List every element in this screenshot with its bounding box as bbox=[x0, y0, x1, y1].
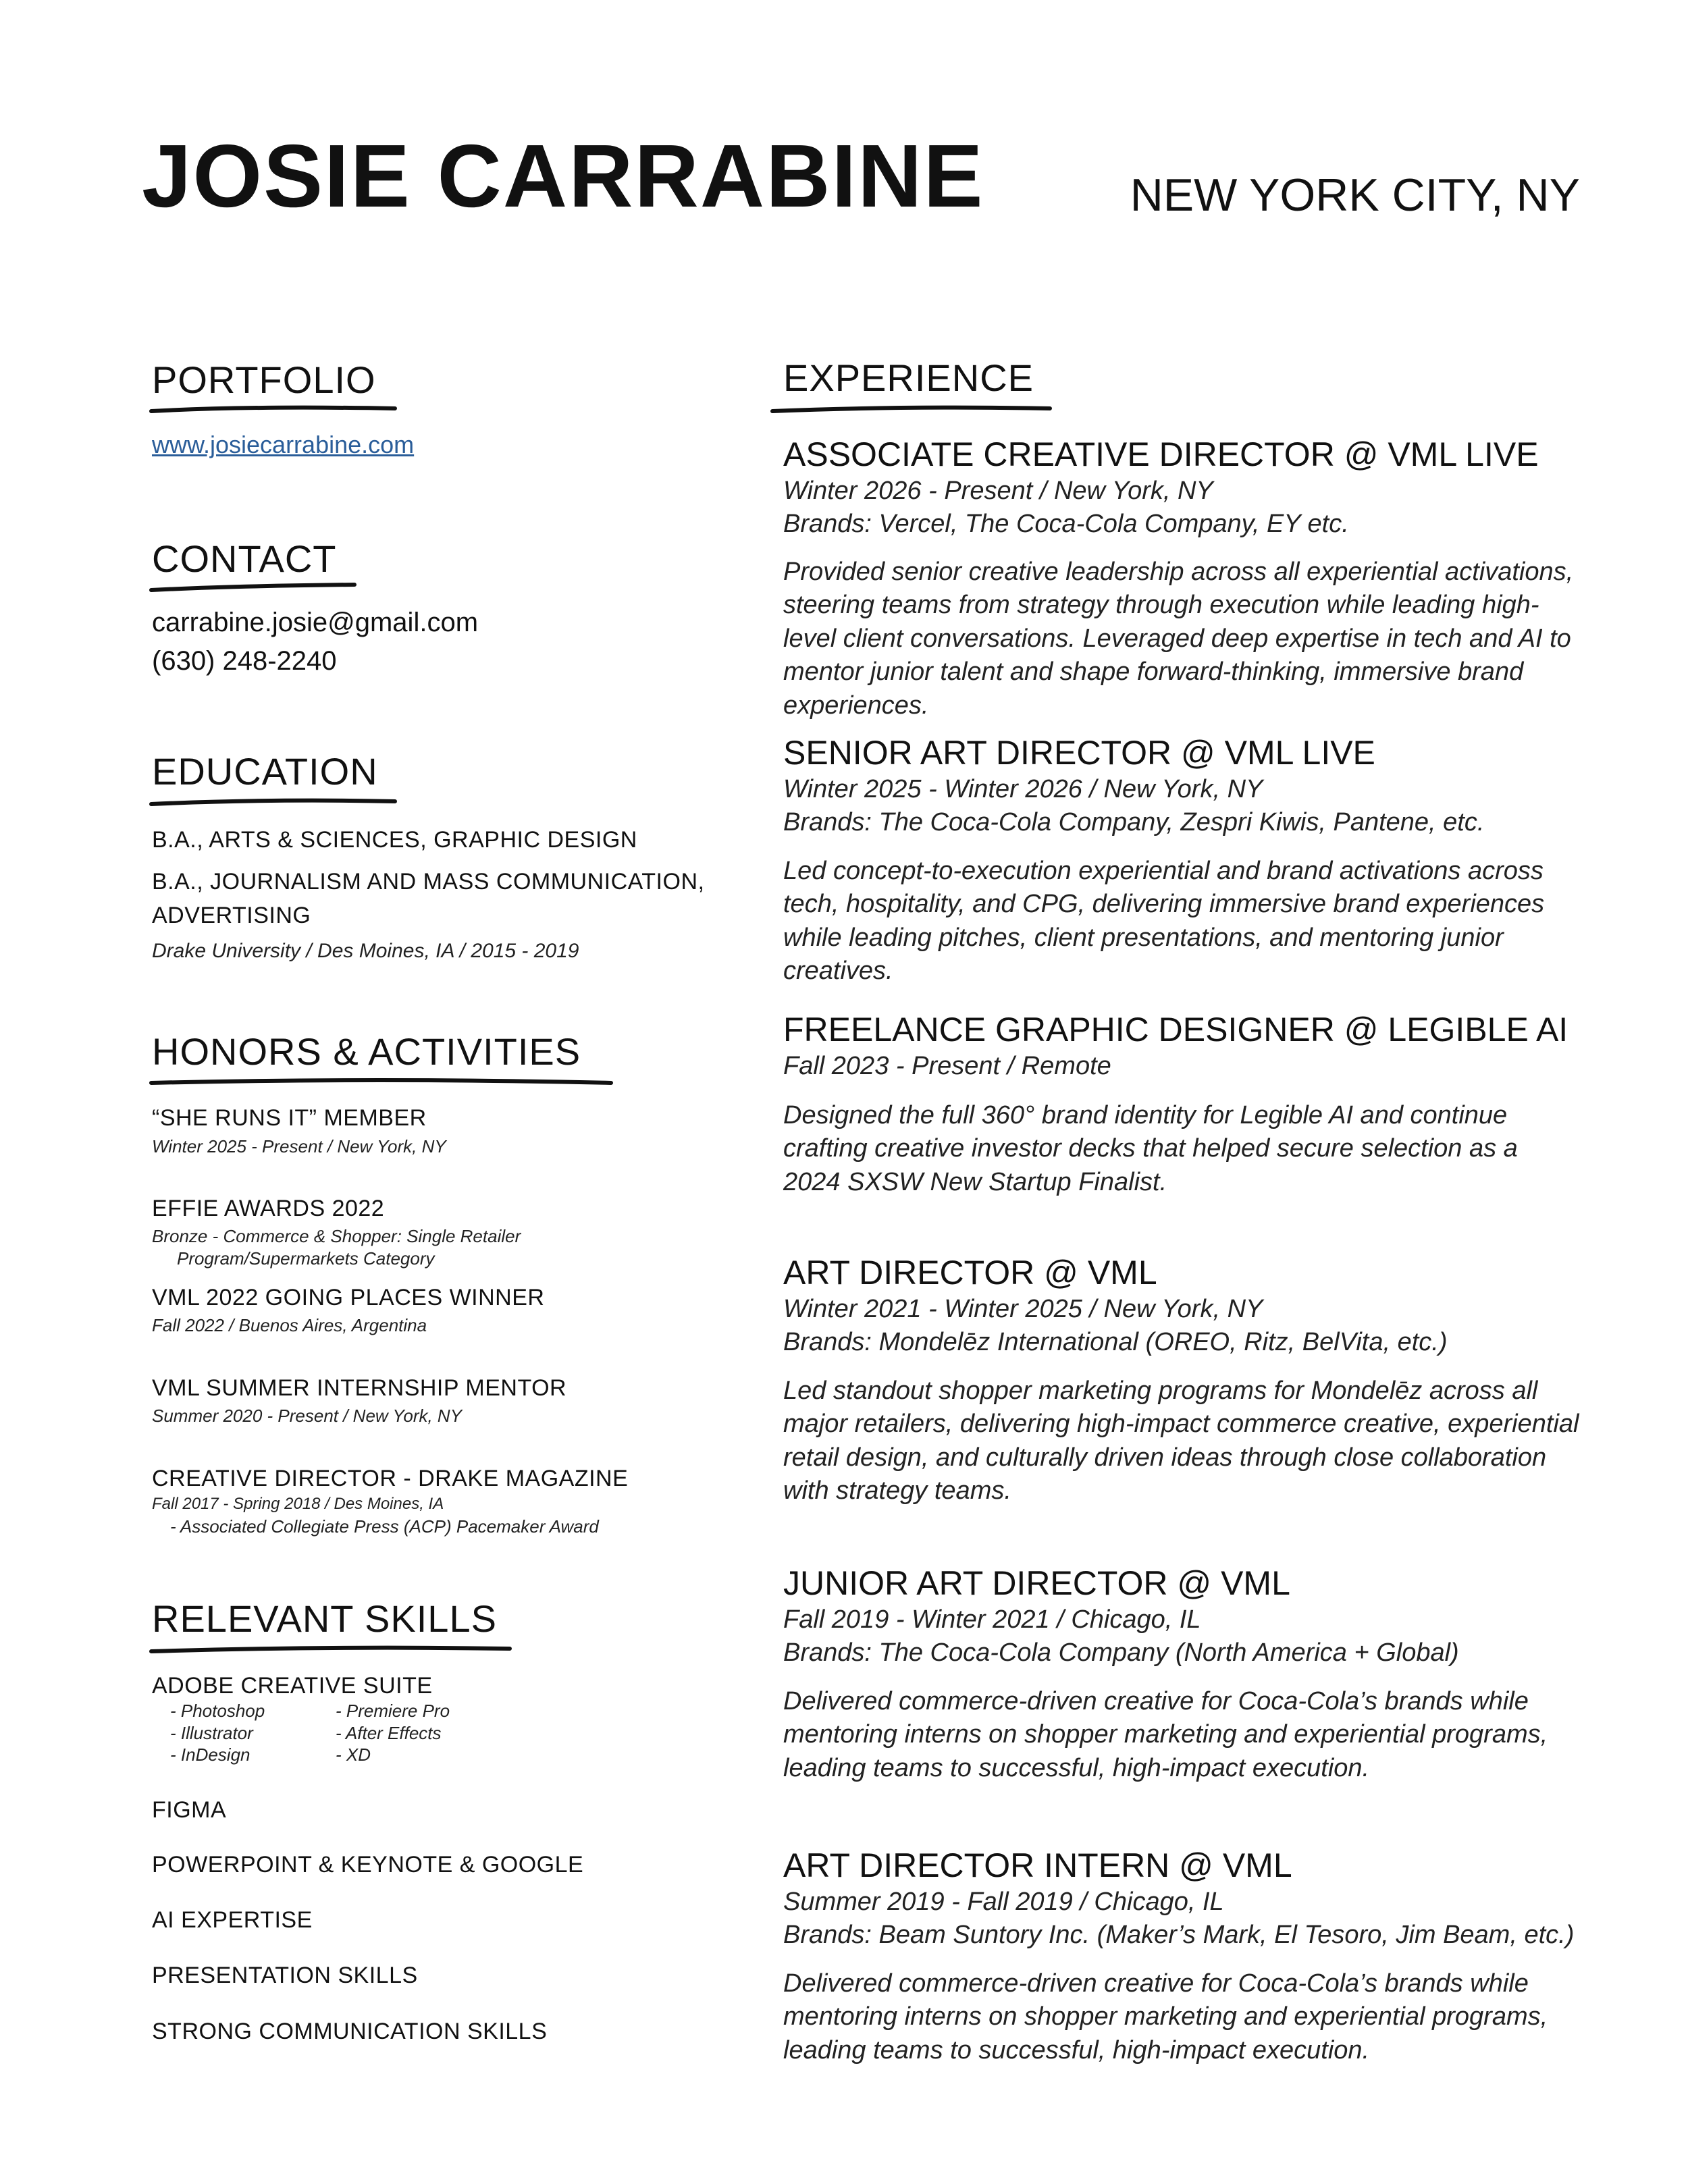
portfolio-link[interactable]: www.josiecarrabine.com bbox=[152, 431, 415, 458]
honor-item: EFFIE AWARDS 2022 bbox=[152, 1196, 385, 1221]
job-dates: Fall 2019 - Winter 2021 / Chicago, IL bbox=[783, 1605, 1201, 1634]
job-brands: Brands: The Coca-Cola Company, Zespri Kiwis, Pantene, etc. bbox=[783, 808, 1485, 836]
honor-item: VML 2022 GOING PLACES WINNER bbox=[152, 1285, 545, 1310]
skill-item: POWERPOINT & KEYNOTE & GOOGLE bbox=[152, 1852, 584, 1877]
job-dates: Winter 2025 - Winter 2026 / New York, NY bbox=[783, 775, 1263, 803]
job-title: JUNIOR ART DIRECTOR @ VML bbox=[783, 1564, 1290, 1602]
job-brands: Brands: The Coca-Cola Company (North America + Global) bbox=[783, 1639, 1459, 1667]
skill-item: AI EXPERTISE bbox=[152, 1907, 313, 1933]
location: NEW YORK CITY, NY bbox=[1130, 169, 1580, 221]
degree-2-line-2: ADVERTISING bbox=[152, 903, 311, 928]
honor-detail: Fall 2017 - Spring 2018 / Des Moines, IA bbox=[152, 1495, 444, 1513]
contact-underline bbox=[149, 581, 358, 594]
job-title: FREELANCE GRAPHIC DESIGNER @ LEGIBLE AI bbox=[783, 1011, 1568, 1048]
skills-heading: RELEVANT SKILLS bbox=[152, 1597, 497, 1640]
skill-item: PRESENTATION SKILLS bbox=[152, 1963, 418, 1988]
honor-item: “SHE RUNS IT” MEMBER bbox=[152, 1105, 427, 1131]
honor-detail-2: Program/Supermarkets Category bbox=[177, 1248, 435, 1269]
job-title: ART DIRECTOR @ VML bbox=[783, 1254, 1157, 1291]
education-underline bbox=[149, 795, 398, 808]
school-detail: Drake University / Des Moines, IA / 2015 - 2019 bbox=[152, 940, 579, 962]
honor-detail: Winter 2025 - Present / New York, NY bbox=[152, 1136, 446, 1156]
tool-item: - Photoshop bbox=[170, 1701, 265, 1721]
job-dates: Winter 2021 - Winter 2025 / New York, NY bbox=[783, 1295, 1263, 1323]
job-description: Provided senior creative leadership across all experiential activations, steering teams from strategy through execution while leading high-level client conversations. Leveraged deep expertise in tech and AI to mentor junior talent and shape forward-thinking, immersive brand experiences. bbox=[783, 558, 1574, 720]
tool-item: - InDesign bbox=[170, 1744, 250, 1765]
contact-heading: CONTACT bbox=[152, 537, 337, 580]
tool-item: - XD bbox=[336, 1744, 371, 1765]
job-dates: Summer 2019 - Fall 2019 / Chicago, IL bbox=[783, 1888, 1224, 1916]
portfolio-underline bbox=[149, 402, 398, 415]
skill-item: FIGMA bbox=[152, 1797, 227, 1823]
job-title: SENIOR ART DIRECTOR @ VML LIVE bbox=[783, 734, 1375, 772]
honor-detail: Fall 2022 / Buenos Aires, Argentina bbox=[152, 1315, 427, 1335]
adobe-tools-list bbox=[170, 1700, 471, 1766]
experience-underline bbox=[770, 402, 1053, 415]
tool-item: - Illustrator bbox=[170, 1722, 253, 1743]
honor-detail-2: - Associated Collegiate Press (ACP) Pacemaker Award bbox=[170, 1516, 599, 1537]
job-description: Led standout shopper marketing programs for Mondelēz across all major retailers, delivering high-impact commerce creative, experiential retail design, and culturally driven ideas through close collaboration with strategy teams. bbox=[783, 1377, 1579, 1506]
job-description: Delivered commerce-driven creative for Coca-Cola’s brands while mentoring interns on shopper marketing and experiential programs, leading teams to successful, high-impact execution. bbox=[783, 1969, 1548, 2065]
skills-underline bbox=[149, 1642, 513, 1655]
job-title: ART DIRECTOR INTERN @ VML bbox=[783, 1846, 1292, 1884]
contact-email[interactable]: carrabine.josie@gmail.com bbox=[152, 608, 479, 637]
job-brands: Brands: Beam Suntory Inc. (Maker’s Mark, El Tesoro, Jim Beam, etc.) bbox=[783, 1921, 1575, 1949]
experience-heading: EXPERIENCE bbox=[783, 356, 1034, 399]
job-description: Led concept-to-execution experiential and brand activations across tech, hospitality, and CPG, delivering immersive brand experiences while leading pitches, client presentations, and mentoring junior creatives. bbox=[783, 857, 1545, 986]
job-brands: Brands: Mondelēz International (OREO, Ritz, BelVita, etc.) bbox=[783, 1328, 1448, 1356]
honor-item: VML SUMMER INTERNSHIP MENTOR bbox=[152, 1375, 567, 1401]
honor-detail: Summer 2020 - Present / New York, NY bbox=[152, 1406, 463, 1426]
honors-heading: HONORS & ACTIVITIES bbox=[152, 1030, 581, 1073]
contact-phone[interactable]: (630) 248-2240 bbox=[152, 646, 337, 676]
tool-item: - After Effects bbox=[336, 1722, 442, 1743]
job-description: Delivered commerce-driven creative for Coca-Cola’s brands while mentoring interns on shopper marketing and experiential programs, leading teams to successful, high-impact execution. bbox=[783, 1687, 1548, 1782]
job-brands: Brands: Vercel, The Coca-Cola Company, EY etc. bbox=[783, 510, 1349, 538]
job-title: ASSOCIATE CREATIVE DIRECTOR @ VML LIVE bbox=[783, 435, 1539, 473]
skill-adobe: ADOBE CREATIVE SUITE bbox=[152, 1673, 433, 1699]
honors-underline bbox=[149, 1075, 614, 1088]
degree-1: B.A., ARTS & SCIENCES, GRAPHIC DESIGN bbox=[152, 827, 637, 853]
honor-item: CREATIVE DIRECTOR - DRAKE MAGAZINE bbox=[152, 1466, 629, 1491]
job-dates: Fall 2023 - Present / Remote bbox=[783, 1052, 1111, 1080]
skill-item: STRONG COMMUNICATION SKILLS bbox=[152, 2019, 548, 2044]
degree-2-line-1: B.A., JOURNALISM AND MASS COMMUNICATION, bbox=[152, 869, 705, 895]
portfolio-heading: PORTFOLIO bbox=[152, 358, 376, 401]
tool-item: - Premiere Pro bbox=[336, 1701, 450, 1721]
job-description: Designed the full 360° brand identity for Legible AI and continue crafting creative investor decks that helped secure selection as a 2024 SXSW New Startup Finalist. bbox=[783, 1101, 1518, 1196]
education-heading: EDUCATION bbox=[152, 750, 378, 793]
job-dates: Winter 2026 - Present / New York, NY bbox=[783, 477, 1213, 505]
resume-name: JOSIE CARRABINE bbox=[142, 126, 984, 225]
honor-detail: Bronze - Commerce & Shopper: Single Retailer bbox=[152, 1226, 521, 1246]
